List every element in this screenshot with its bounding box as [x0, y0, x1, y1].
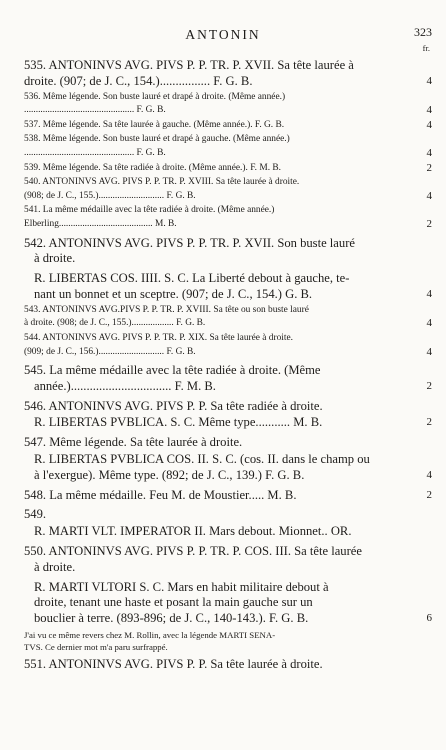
entry-line: à droite.	[34, 251, 76, 266]
entry-value: 2	[426, 217, 432, 230]
entry-535	[24, 58, 432, 90]
entry-line: (908; de J. C., 155.)............................ F. G. B.	[24, 190, 196, 201]
entry-537	[24, 119, 432, 133]
entry-line: 547. Même légende. Sa tête laurée à droite.	[24, 435, 243, 450]
currency-label: fr.	[422, 43, 430, 53]
entry-545	[24, 363, 432, 395]
entry-542-reverse	[34, 271, 432, 303]
entry-value: 4	[426, 189, 432, 202]
entry-543	[24, 304, 432, 331]
catalog-entries	[24, 58, 432, 673]
entry-value: 4	[426, 287, 432, 300]
entry-line: nant un bonnet et un sceptre. (907; de J. C., 154.) G. B.	[34, 286, 313, 301]
entry-546	[24, 399, 432, 415]
entry-line: 551. ANTONINVS AVG. PIVS P. P. Sa tête laurée à droite.	[24, 657, 323, 672]
entry-value: 4	[426, 345, 432, 358]
entry-value: 4	[426, 146, 432, 159]
entry-550	[24, 544, 432, 576]
entry-line: 545. La même médaille avec la tête radiée à droite. (Même	[24, 363, 321, 378]
entry-line: à l'exergue). Même type. (892; de J. C., 139.) F. G. B.	[34, 467, 305, 482]
entry-value: 4	[426, 317, 432, 330]
entry-551	[24, 657, 432, 673]
entry-539	[24, 162, 432, 176]
entry-value: 4	[426, 104, 432, 117]
entry-line: 540. ANTONINVS AVG. PIVS P. P. TR. P. XVIII. Sa tête laurée à droite.	[24, 177, 300, 188]
entry-line: R. MARTI VLTORI S. C. Mars en habit militaire debout à	[34, 579, 329, 594]
entry-value: 2	[426, 161, 432, 174]
footnote	[24, 629, 432, 653]
entry-549-reverse	[34, 524, 432, 540]
entry-line: 537. Même légende. Sa tête laurée à gauche. (Même année.). F. G. B.	[24, 119, 285, 130]
entry-line: 548. La même médaille. Feu M. de Moustier..... M. B.	[24, 487, 297, 502]
entry-line: droite, tenant une haste et posant la main gauche sur un	[34, 595, 313, 610]
entry-line: année.)................................ F. M. B.	[34, 378, 216, 393]
entry-line: ............................................... F. G. B.	[24, 105, 166, 116]
entry-line: R. LIBERTAS COS. IIII. S. C. La Liberté debout à gauche, te-	[34, 271, 350, 286]
entry-544	[24, 332, 432, 359]
entry-542	[24, 236, 432, 268]
page-number: 323	[414, 25, 432, 39]
entry-line: TVS. Ce dernier mot m'a paru surfrappé.	[24, 642, 168, 653]
entry-line: 544. ANTONINVS AVG. PIVS P. P. TR. P. XIX. Sa tête laurée à droite.	[24, 332, 294, 343]
entry-540	[24, 176, 432, 203]
entry-line: 536. Même légende. Son buste lauré et drapé à droite. (Même année.)	[24, 91, 286, 102]
entry-value: 2	[426, 488, 432, 501]
page-title: ANTONIN	[185, 27, 261, 42]
entry-value: 2	[426, 416, 432, 429]
entry-value: 4	[426, 118, 432, 131]
entry-line: droite. (907; de J. C., 154.)................ F. G. B.	[24, 73, 253, 88]
entry-line: ............................................... F. G. B.	[24, 147, 166, 158]
entry-line: 543. ANTONINVS AVG.PIVS P. P. TR. P. XVIII. Sa tête ou son buste lauré	[24, 304, 309, 315]
entry-line: 550. ANTONINVS AVG. PIVS P. P. TR. P. COS. III. Sa tête laurée	[24, 544, 362, 559]
entry-536	[24, 91, 432, 118]
entry-line: 542. ANTONINVS AVG. PIVS P. P. TR. P. XVII. Son buste lauré	[24, 235, 355, 250]
entry-line: J'ai vu ce même revers chez M. Rollin, avec la légende MARTI SENA-	[24, 630, 276, 641]
entry-line: 539. Même légende. Sa tête radiée à droite. (Même année.). F. M. B.	[24, 162, 281, 173]
entry-line: 546. ANTONINVS AVG. PIVS P. P. Sa tête radiée à droite.	[24, 398, 323, 413]
entry-line: R. LIBERTAS PVBLICA. S. C. Même type........... M. B.	[34, 415, 323, 430]
entry-line: 541. La même médaille avec la tête radiée à droite. (Même année.)	[24, 205, 275, 216]
entry-line: Elberling........................................ M. B.	[24, 218, 177, 229]
entry-547	[24, 435, 432, 451]
entry-line: 549.	[24, 507, 47, 522]
entry-549	[24, 507, 432, 523]
entry-line: 538. Même légende. Son buste lauré et drapé à gauche. (Même année.)	[24, 134, 290, 145]
entry-value: 4	[426, 468, 432, 481]
entry-line: R. MARTI VLT. IMPERATOR II. Mars debout. Mionnet.. OR.	[34, 524, 352, 539]
entry-value: 4	[426, 74, 432, 87]
entry-value: 2	[426, 379, 432, 392]
entry-line: à droite. (908; de J. C., 155.).................. F. G. B.	[24, 318, 206, 329]
entry-line: 535. ANTONINVS AVG. PIVS P. P. TR. P. XVII. Sa tête laurée à	[24, 58, 354, 72]
entry-541	[24, 204, 432, 231]
entry-548	[24, 488, 432, 504]
entry-line: à droite.	[34, 559, 76, 574]
entry-line: R. LIBERTAS PVBLICA COS. II. S. C. (cos. II. dans le champ ou	[34, 452, 370, 467]
entry-547-reverse	[34, 452, 432, 484]
entry-538	[24, 133, 432, 160]
entry-546-reverse	[34, 415, 432, 431]
entry-550-reverse	[34, 580, 432, 627]
entry-value: 6	[426, 612, 432, 625]
entry-line: bouclier à terre. (893-896; de J. C., 140-143.). F. G. B.	[34, 611, 309, 626]
entry-line: (909; de J. C., 156.)............................ F. G. B.	[24, 346, 196, 357]
